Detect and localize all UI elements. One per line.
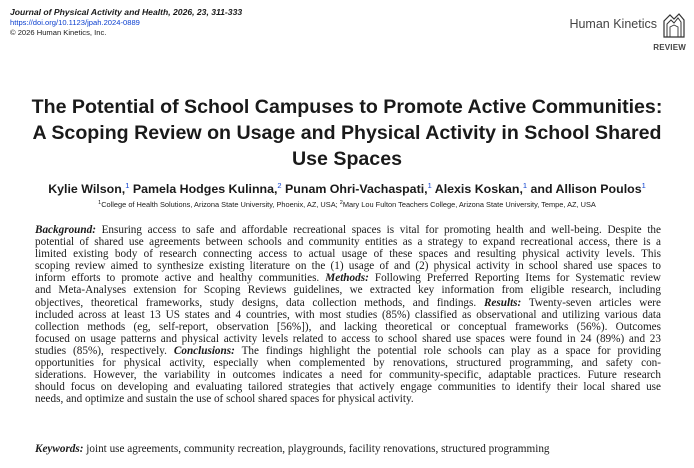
abstract-line: inform efforts to promote active and healthy communities. Methods: Following Preferred Reporting Items for Systematic review <box>35 272 661 285</box>
keywords-label: Keywords: <box>35 443 84 455</box>
author-name: Allison Poulos <box>555 182 642 196</box>
title-line: Use Spaces <box>291 148 402 170</box>
abstract-line: collection methods (eg, self-report, observation [56%]), and lacking theoretical or conceptual frameworks (56%). Outcomes <box>35 320 661 333</box>
article-title <box>0 94 694 172</box>
abstract-line: included across at least 13 US states and 4 countries, with most studies (85%) classified as observational and utilizing various data <box>35 308 661 321</box>
methods-label: Methods: <box>325 272 369 285</box>
journal-citation: Journal of Physical Activity and Health, 2026, 23, 311-333 <box>10 7 243 17</box>
publisher-name: Human Kinetics <box>569 17 657 31</box>
abstract-line: limited existing body of research connecting access to actual usage of these spaces and resulting physical activity levels. This <box>35 248 661 261</box>
author-list <box>0 182 694 196</box>
affiliation-marker[interactable]: 1 <box>125 181 130 190</box>
abstract-line: focused on usage patterns and physical activity levels related to access to school shared use spaces were found in 24 (89%) and 23 <box>35 332 661 345</box>
abstract-line: studies (85%), respectively. Conclusions: The findings highlight the potential role schools can play as a space for providing <box>35 344 662 357</box>
abstract-line: scoping review aimed to synthesize existing literature on the (1) usage of and (2) physical activity in school shared use spaces to <box>35 260 661 273</box>
title-line: The Potential of School Campuses to Promote Active Communities: <box>31 96 663 118</box>
abstract-line: Background: Ensuring access to safe and affordable recreational spaces is vital for promoting health and well-being. Despite the <box>35 224 661 236</box>
affiliation-marker[interactable]: 1 <box>522 181 528 190</box>
abstract-line: potential of shared use agreements between schools and community entities as a strategy to expand recreational access, there is a <box>35 236 661 249</box>
results-label: Results: <box>483 296 522 309</box>
affiliation-number: 2 <box>339 200 343 206</box>
abstract-line: opportunities for physical activity, especially when complemented by renovations, structured programming, and safety con- <box>35 357 661 370</box>
abstract-line: objectives, theoretical frameworks, study designs, data collection methods, and findings. Results: Twenty-seven articles were <box>35 296 661 309</box>
author-name: Punam Ohri-Vachaspati, <box>285 182 428 196</box>
publisher-logo-icon <box>661 12 687 40</box>
author-name: Kylie Wilson, <box>48 182 126 196</box>
author-conjunction: and <box>530 182 553 196</box>
affiliation-marker[interactable]: 1 <box>641 181 646 190</box>
background-label: Background: <box>35 224 96 236</box>
keywords-text: joint use agreements, community recreation, playgrounds, facility renovations, structured programming <box>83 443 550 455</box>
doi-link[interactable]: https://doi.org/10.1123/jpah.2024-0889 <box>10 18 140 27</box>
affiliation-text: Mary Lou Fulton Teachers College, Arizona State University, Tempe, AZ, USA <box>342 200 596 209</box>
affiliation-marker[interactable]: 1 <box>427 181 432 190</box>
abstract-line: and Meta-Analyses extension for Scoping Reviews guidelines, we extracted key information from eligible research, including <box>35 284 661 297</box>
conclusions-label: Conclusions: <box>173 344 235 357</box>
abstract-line: should focus on developing and evaluating tailored strategies that actively engage communities to identify their local shared use <box>35 381 661 394</box>
article-type-label: REVIEW <box>653 43 686 52</box>
affiliation-text: College of Health Solutions, Arizona State University, Phoenix, AZ, USA; <box>101 200 340 209</box>
abstract-line: siderations. However, the variability in outcomes indicates a need for community-specific, adaptable practices. Future research <box>35 369 661 382</box>
author-name: Alexis Koskan, <box>434 182 523 196</box>
copyright-notice: © 2026 Human Kinetics, Inc. <box>10 28 107 37</box>
title-line: A Scoping Review on Usage and Physical Activity in School Shared <box>32 122 662 144</box>
affiliation-number: 1 <box>98 200 102 206</box>
affiliation-marker[interactable]: 2 <box>277 181 282 190</box>
author-name: Pamela Hodges Kulinna, <box>132 182 278 196</box>
affiliations <box>0 200 694 209</box>
abstract-line: needs, and optimize and sustain the use of school shared spaces for physical activity. <box>35 393 414 406</box>
abstract <box>35 224 661 405</box>
keywords <box>35 443 550 455</box>
